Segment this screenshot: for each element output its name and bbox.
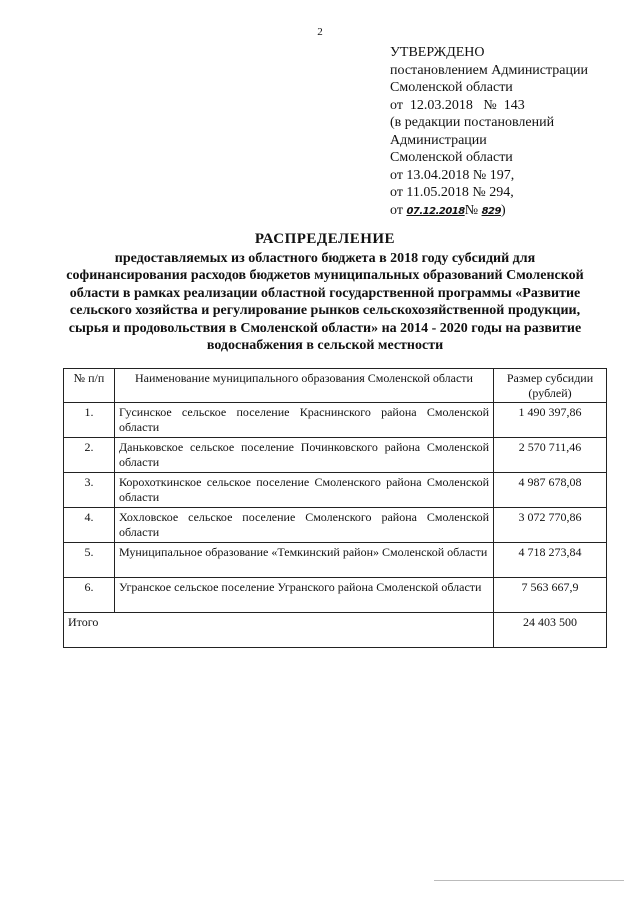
row-num: 2. <box>64 438 115 473</box>
approval-block <box>390 44 630 220</box>
approval-line: Смоленской области <box>390 150 513 165</box>
row-num: 3. <box>64 473 115 508</box>
document-subtitle: предоставляемых из областного бюджета в 2018 году субсидий для софинансирования расходов бюджетов муниципальных образований Смоленской области в рамках реализации областной государственной программы «Развитие сельского хозяйства и регулирование рынков сельскохозяйственной продукции, сырья и продовольствия в Смоленской области» на 2014 - 2020 годы на развитие водоснабжения в сельской местности <box>66 251 584 354</box>
table-row <box>64 473 607 508</box>
row-amount: 7 563 667,9 <box>494 578 607 613</box>
row-amount: 4 987 678,08 <box>494 473 607 508</box>
closing-paren: ) <box>500 202 506 218</box>
approval-line: (в редакции постановлений <box>390 115 555 130</box>
table-header-row <box>64 369 607 403</box>
approval-title: УТВЕРЖДЕНО <box>390 45 485 60</box>
row-num: 4. <box>64 508 115 543</box>
total-label: Итого <box>64 613 494 648</box>
page-number: 2 <box>317 26 323 38</box>
approval-line: от 11.05.2018 № 294, <box>390 185 514 200</box>
row-num: 1. <box>64 403 115 438</box>
footer-divider <box>434 880 624 881</box>
row-name: Корохоткинское сельское поселение Смоленского района Смоленской области <box>115 473 494 508</box>
document-heading <box>60 231 590 354</box>
row-name: Угранское сельское поселение Угранского района Смоленской области <box>115 578 494 613</box>
row-name: Гусинское сельское поселение Краснинского района Смоленской области <box>115 403 494 438</box>
row-num: 6. <box>64 578 115 613</box>
approval-line: постановлением Администрации <box>390 62 588 78</box>
approval-line: Смоленской области <box>390 80 513 95</box>
total-amount: 24 403 500 <box>494 613 607 648</box>
table-row <box>64 578 607 613</box>
table-row <box>64 403 607 438</box>
approval-line: от 13.04.2018 № 197, <box>390 167 515 183</box>
table-row <box>64 508 607 543</box>
approval-last-line <box>390 202 630 221</box>
handwritten-date: 07.12.2018 <box>406 205 465 217</box>
row-name: Хохловское сельское поселение Смоленского района Смоленской области <box>115 508 494 543</box>
table-row <box>64 543 607 578</box>
row-amount: 2 570 711,46 <box>494 438 607 473</box>
row-name: Даньковское сельское поселение Починковского района Смоленской области <box>115 438 494 473</box>
row-name: Муниципальное образование «Темкинский район» Смоленской области <box>115 543 494 578</box>
approval-last-prefix: от <box>390 202 403 218</box>
table-row <box>64 438 607 473</box>
approval-line: Администрации <box>390 132 487 148</box>
row-amount: 4 718 273,84 <box>494 543 607 578</box>
approval-line: от 12.03.2018 № 143 <box>390 97 525 113</box>
header-num: № п/п <box>64 369 115 403</box>
handwritten-number: 829 <box>481 205 501 217</box>
row-amount: 1 490 397,86 <box>494 403 607 438</box>
header-amount: Размер субсидии (рублей) <box>494 369 607 403</box>
row-num: 5. <box>64 543 115 578</box>
document-title: РАСПРЕДЕЛЕНИЕ <box>254 231 396 247</box>
table-total-row <box>64 613 607 648</box>
number-sign: № <box>464 202 479 218</box>
header-name: Наименование муниципального образования Смоленской области <box>115 369 494 403</box>
row-amount: 3 072 770,86 <box>494 508 607 543</box>
subsidies-table <box>63 368 607 648</box>
